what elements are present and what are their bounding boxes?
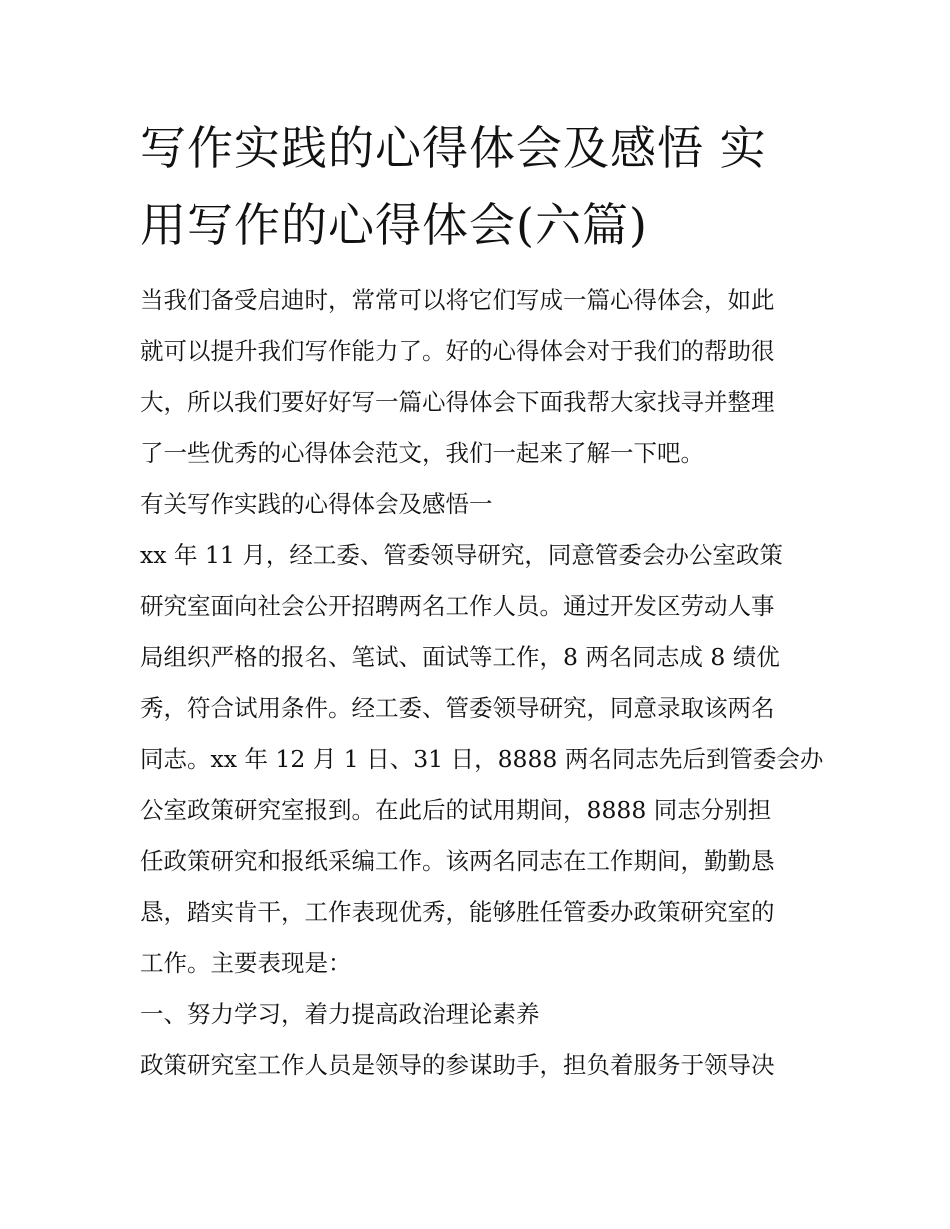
body-paragraph-line: 研究室面向社会公开招聘两名工作人员。通过开发区劳动人事 bbox=[140, 592, 775, 620]
body-paragraph-line: 秀，符合试用条件。经工委、管委领导研究，同意录取该两名 bbox=[140, 694, 775, 722]
document-title-line-1: 写作实践的心得体会及感悟 实 bbox=[140, 121, 767, 175]
document-title-line-2: 用写作的心得体会(六篇) bbox=[140, 198, 648, 252]
body-paragraph-line: 局组织严格的报名、笔试、面试等工作，8 两名同志成 8 绩优 bbox=[140, 643, 780, 671]
body-paragraph-line: 任政策研究和报纸采编工作。该两名同志在工作期间，勤勤恳 bbox=[140, 847, 775, 875]
body-paragraph-line: 工作。主要表现是： bbox=[140, 949, 352, 977]
body-paragraph-line: 公室政策研究室报到。在此后的试用期间，8888 同志分别担 bbox=[140, 796, 772, 824]
section-heading: 有关写作实践的心得体会及感悟一 bbox=[140, 490, 493, 518]
intro-paragraph-line: 大，所以我们要好好写一篇心得体会下面我帮大家找寻并整理 bbox=[140, 388, 775, 416]
subsection-heading: 一、努力学习，着力提高政治理论素养 bbox=[140, 1000, 540, 1028]
body-paragraph-line: 政策研究室工作人员是领导的参谋助手，担负着服务于领导决 bbox=[140, 1051, 775, 1079]
intro-paragraph-line: 就可以提升我们写作能力了。好的心得体会对于我们的帮助很 bbox=[140, 337, 775, 365]
intro-paragraph-line: 当我们备受启迪时，常常可以将它们写成一篇心得体会，如此 bbox=[140, 286, 775, 314]
body-paragraph-line: 同志。xx 年 12 月 1 日、31 日，8888 两名同志先后到管委会办 bbox=[140, 745, 824, 773]
body-paragraph-line: 恳，踏实肯干，工作表现优秀，能够胜任管委办政策研究室的 bbox=[140, 898, 775, 926]
body-paragraph-line: xx 年 11 月，经工委、管委领导研究，同意管委会办公室政策 bbox=[140, 541, 783, 569]
intro-paragraph-line: 了一些优秀的心得体会范文，我们一起来了解一下吧。 bbox=[140, 439, 704, 467]
